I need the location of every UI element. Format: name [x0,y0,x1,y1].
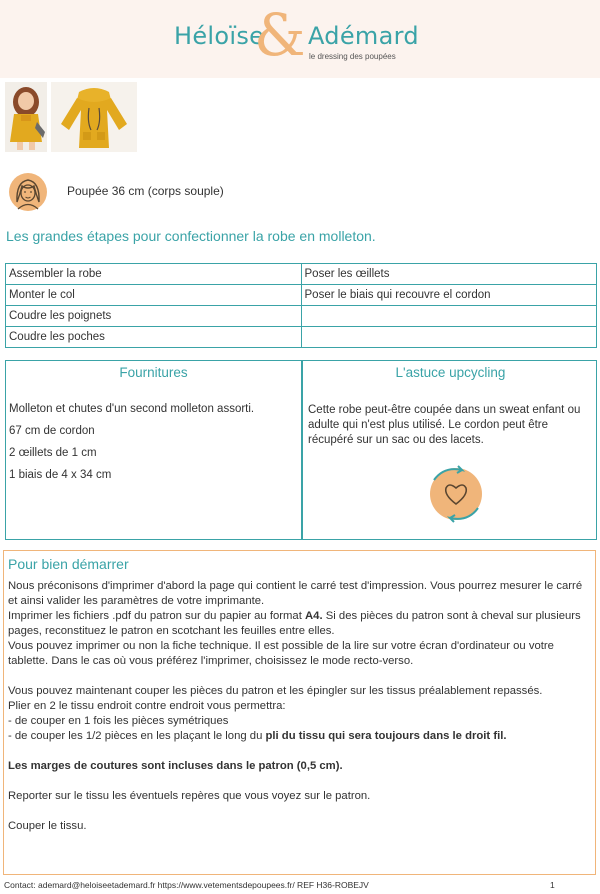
dress-photo [51,82,137,152]
paragraph [8,609,591,639]
paragraph: Reporter sur le tissu les éventuels repères que vous voyez sur le patron. [8,790,371,802]
brand-name-left: Héloïse [174,22,265,50]
table-cell: Monter le col [6,285,302,306]
table-cell: Coudre les poignets [6,306,302,327]
table-cell [301,306,597,327]
format-emphasis: A4. [305,610,323,622]
getting-started-box [3,550,596,875]
brand-name-right: Adémard [308,22,419,50]
paragraph: Vous pouvez maintenant couper les pièces du patron et les épingler sur les tissus préalablement repassés. [8,685,543,697]
footer-contact: Contact: ademard@heloiseetademard.fr https://www.vetementsdepoupees.fr/ REF H36-ROBEJV [4,880,369,890]
grain-emphasis: pli du tissu qui sera toujours dans le droit fil. [265,730,507,742]
page-number: 1 [550,880,555,890]
paragraph: Couper le tissu. [8,820,87,832]
table-row [6,264,597,285]
supplies-title: Fournitures [119,365,188,380]
text-run: Si des pièces du patron sont à cheval sur plusieurs pages, reconstituez le patron en scotchant les feuilles entre elles. [8,610,581,637]
supply-item: 1 biais de 4 x 34 cm [9,469,112,481]
seam-allowance-note: Les marges de coutures sont incluses dans le patron (0,5 cm). [8,760,343,772]
table-row [6,285,597,306]
paragraph: Nous préconisons d'imprimer d'abord la page qui contient le carré test d'impression. Vous pourrez mesurer le carré et ainsi valider les paramètres de votre imprimante. [8,580,583,607]
brand-ampersand: & [254,1,306,69]
list-item [8,729,591,744]
brand-tagline: le dressing des poupées [309,52,396,61]
supplies-and-tip-box [5,360,597,540]
paragraph: Plier en 2 le tissu endroit contre endroit vous permettra: [8,700,286,712]
text-run: - de couper les 1/2 pièces en les plaçant le long du [8,730,266,742]
footer [4,880,596,890]
tip-title: L'astuce upcycling [395,365,506,380]
upcycling-heart-icon [426,464,486,524]
table-cell [301,327,597,348]
supply-item: 2 œillets de 1 cm [9,447,97,459]
table-cell: Coudre les poches [6,327,302,348]
steps-table [5,263,597,348]
doll-head-icon [8,172,48,212]
header-banner [0,0,600,78]
table-row [6,327,597,348]
doll-photo [5,82,47,152]
supply-item: 67 cm de cordon [9,425,95,437]
supply-item: Molleton et chutes d'un second molleton assorti. [9,403,255,415]
table-cell: Poser les œillets [301,264,597,285]
doll-size-label: Poupée 36 cm (corps souple) [67,184,224,198]
table-cell: Poser le biais qui recouvre el cordon [301,285,597,306]
tip-text: Cette robe peut-être coupée dans un sweat enfant ou adulte qui n'est plus utilisé. Le cordon peut être récupéré sur un sac ou des lacets. [308,404,581,446]
getting-started-title: Pour bien démarrer [8,556,129,572]
table-row [6,306,597,327]
table-cell: Assembler la robe [6,264,302,285]
steps-section-title: Les grandes étapes pour confectionner la robe en molleton. [6,228,376,244]
text-run: Imprimer les fichiers .pdf du patron sur du papier au format [8,610,305,622]
box-divider [301,361,303,539]
getting-started-body [8,579,591,834]
list-item: - de couper en 1 fois les pièces symétriques [8,715,229,727]
paragraph: Vous pouvez imprimer ou non la fiche technique. Il est possible de la lire sur votre écran d'ordinateur ou votre tablette. Dans le cas où vous préférez l'imprimer, choisissez le mode recto-verso. [8,640,554,667]
